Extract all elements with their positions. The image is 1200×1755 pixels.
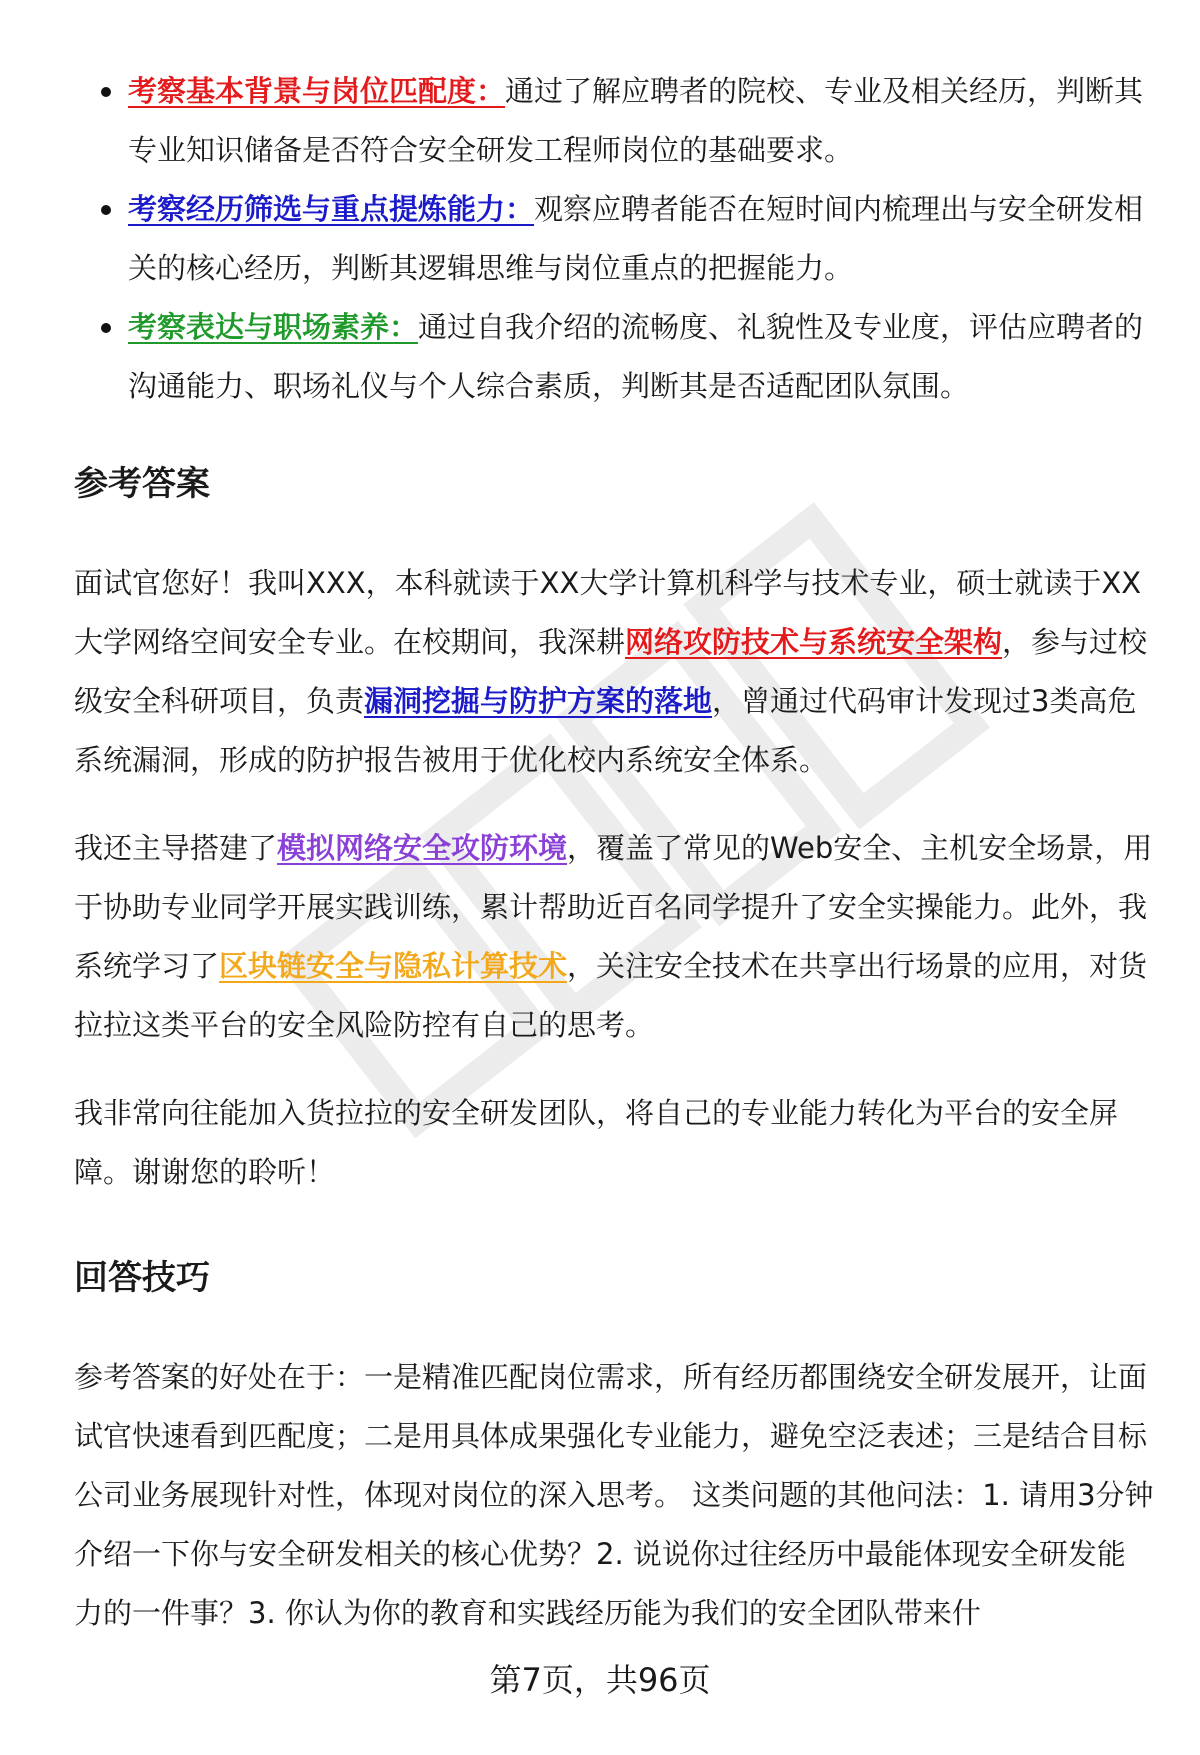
list-item xyxy=(74,62,1154,180)
tips-heading: 回答技巧 xyxy=(74,1258,210,1298)
highlight-phrase: 区块链安全与隐私计算技术 xyxy=(219,949,568,983)
highlight-phrase: 模拟网络安全攻防环境 xyxy=(277,831,568,865)
criteria-desc: 通过了解应聘者的院校、专业及相关经历，判断其专业知识储备是否符合安全研发工程师岗位的基础要求。 xyxy=(128,74,1144,167)
criteria-title: 考察基本背景与岗位匹配度： xyxy=(128,74,506,108)
list-item xyxy=(74,180,1154,298)
criteria-title: 考察经历筛选与重点提炼能力： xyxy=(128,192,535,226)
text-run: 我还主导搭建了 xyxy=(74,831,278,865)
text-run: ，覆盖了常见的Web安全、主机安全场景，用于协助专业同学开展实践训练，累计帮助近百名同学提升了安全实操能力。此外，我系统学习了 xyxy=(74,831,1153,983)
text-run: 面试官您好！我叫XXX，本科就读于XX大学计算机科学与技术专业，硕士就读于XX大学网络空间安全专业。在校期间，我深耕 xyxy=(74,566,1142,659)
criteria-title: 考察表达与职场素养： xyxy=(128,310,419,344)
criteria-list xyxy=(74,62,1154,416)
list-item xyxy=(74,298,1154,416)
watermark-text: 职场资料 xyxy=(250,480,254,481)
page-content xyxy=(74,62,1154,1643)
text-run: ，参与过校级安全科研项目，负责 xyxy=(74,625,1148,718)
reference-paragraph-3: 我非常向往能加入货拉拉的安全研发团队，将自己的专业能力转化为平台的安全屏障。谢谢您的聆听！ xyxy=(74,1096,1119,1189)
criteria-desc: 观察应聘者能否在短时间内梳理出与安全研发相关的核心经历，判断其逻辑思维与岗位重点的把握能力。 xyxy=(128,192,1144,285)
reference-paragraph-2 xyxy=(74,819,1154,1055)
reference-paragraph-1 xyxy=(74,554,1154,790)
tips-paragraph: 参考答案的好处在于：一是精准匹配岗位需求，所有经历都围绕安全研发展开，让面试官快速看到匹配度；二是用具体成果强化专业能力，避免空泛表述；三是结合目标公司业务展现针对性，体现对岗位的深入思考。 这类问题的其他问法：1. 请用3分钟介绍一下你与安全研发相关的核心优势？2. 说说你过往经历中最能体现安全研发能力的一件事？3. 你认为你的教育和实践经历能为我们的安全团队带来什 xyxy=(74,1360,1154,1630)
page-number: 第7页，共96页 xyxy=(489,1661,711,1699)
criteria-desc: 通过自我介绍的流畅度、礼貌性及专业度，评估应聘者的沟通能力、职场礼仪与个人综合素质，判断其是否适配团队氛围。 xyxy=(128,310,1144,403)
text-run: ，曾通过代码审计发现过3类高危系统漏洞，形成的防护报告被用于优化校内系统安全体系。 xyxy=(74,684,1137,777)
highlight-phrase: 网络攻防技术与系统安全架构 xyxy=(625,625,1003,659)
reference-heading: 参考答案 xyxy=(74,464,210,504)
text-run: ，关注安全技术在共享出行场景的应用，对货拉拉这类平台的安全风险防控有自己的思考。 xyxy=(74,949,1148,1042)
highlight-phrase: 漏洞挖掘与防护方案的落地 xyxy=(364,684,713,718)
